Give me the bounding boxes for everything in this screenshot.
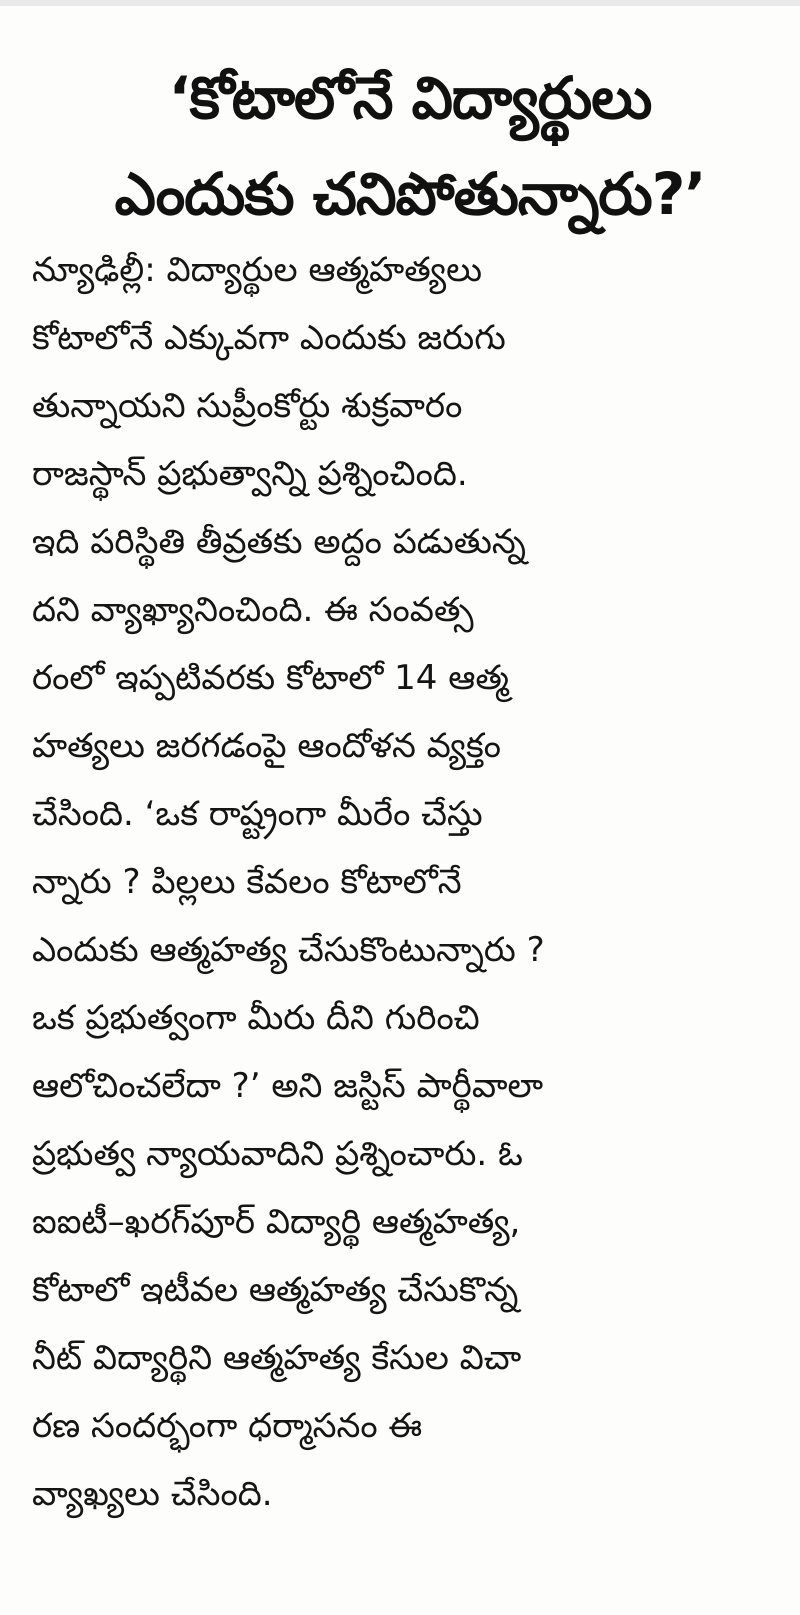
headline — [40, 50, 780, 242]
body-line: ఇది పరిస్థితి తీవ్రతకు అద్దం పడుతున్న — [32, 522, 526, 562]
body-line: ఐఐటీ–ఖరగ్‌పూర్ విద్యార్థి ఆత్మహత్య, — [32, 1202, 521, 1242]
body-line: ఎందుకు ఆత్మహత్య చేసుకొంటున్నారు ? — [32, 930, 545, 970]
body-line: ప్రభుత్వ న్యాయవాదిని ప్రశ్నించారు. ఓ — [32, 1134, 523, 1174]
top-divider — [0, 0, 800, 6]
body-line: న్నారు ? పిల్లలు కేవలం కోటాలోనే — [32, 862, 462, 902]
body-line: రంలో ఇప్పటివరకు కోటాలో 14 ఆత్మ — [32, 658, 509, 698]
article-body — [32, 236, 777, 1528]
body-line: ఒక ప్రభుత్వంగా మీరు దీని గురించి — [32, 998, 480, 1038]
body-line: చేసింది. ‘ఒక రాష్ట్రంగా మీరేం చేస్తు — [32, 794, 483, 834]
body-line: నీట్ విద్యార్థిని ఆత్మహత్య కేసుల విచా — [32, 1338, 522, 1378]
body-line: రాజస్థాన్ ప్రభుత్వాన్ని ప్రశ్నించింది. — [32, 454, 468, 494]
body-line: కోటాలోనే ఎక్కువగా ఎందుకు జరుగు — [32, 318, 506, 358]
body-line: దని వ్యాఖ్యానించింది. ఈ సంవత్స — [32, 590, 474, 630]
headline-line-1: ‘కోటాలోనే విద్యార్థులు — [168, 64, 652, 132]
body-line: రణ సందర్భంగా ధర్మాసనం ఈ — [32, 1406, 423, 1446]
body-line: ఆలోచించలేదా ?’ అని జస్టిస్ పార్థీవాలా — [32, 1066, 544, 1106]
body-line: న్యూఢిల్లీ: విద్యార్థుల ఆత్మహత్యలు — [32, 250, 482, 290]
body-line: వ్యాఖ్యలు చేసింది. — [32, 1474, 273, 1514]
body-line: తున్నాయని సుప్రీంకోర్టు శుక్రవారం — [32, 386, 463, 426]
body-line: హత్యలు జరగడంపై ఆందోళన వ్యక్తం — [32, 726, 501, 766]
headline-line-2: ఎందుకు చనిపోతున్నారు?’ — [114, 160, 706, 228]
body-line: కోటాలో ఇటీవల ఆత్మహత్య చేసుకొన్న — [32, 1270, 519, 1310]
